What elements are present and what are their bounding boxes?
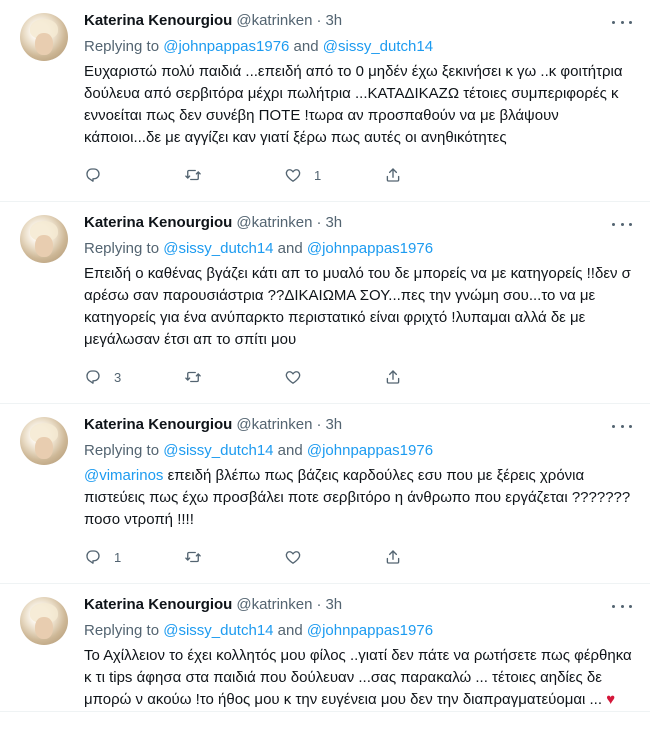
avatar[interactable] (20, 215, 68, 263)
tweet-time[interactable]: 3h (325, 596, 343, 613)
replying-to-label: Replying to (84, 240, 164, 257)
author-handle[interactable]: @katrinken (236, 596, 313, 613)
author-handle[interactable]: @katrinken (236, 12, 313, 29)
author-name[interactable]: Katerina Kenourgiou (84, 416, 233, 433)
tweet-actions (84, 159, 634, 191)
share-button[interactable] (384, 548, 484, 566)
replying-to (84, 441, 634, 461)
reply-button[interactable] (84, 166, 184, 184)
separator-dot: · (316, 596, 322, 613)
retweet-icon (184, 166, 202, 184)
tweet-header (84, 596, 634, 618)
retweet-button[interactable] (184, 368, 284, 386)
retweet-button[interactable] (184, 548, 284, 566)
replying-and: and (273, 240, 307, 257)
replying-and: and (273, 442, 307, 459)
tweet[interactable] (0, 0, 650, 202)
author-handle[interactable]: @katrinken (236, 214, 313, 231)
more-icon[interactable] (612, 214, 632, 234)
share-icon (384, 166, 402, 184)
tweet[interactable] (0, 202, 650, 404)
replying-to (84, 239, 634, 259)
tweet-actions (84, 541, 634, 573)
author-name[interactable]: Katerina Kenourgiou (84, 596, 233, 613)
tweet-text-body: Το Αχίλλειον το έχει κολλητός μου φίλος ..γιατί δεν πάτε να ρωτήσετε πως φέρθηκα κ τι tips άφησα στα παιδιά που δούλευαν ...σας παρακαλώ ... τέτοιες αηδίες δε μπορώ ν ακούω !το ήθος μου κ την ευγένεια μου δεν την διαπραγματεύομαι ... (84, 647, 636, 708)
like-button[interactable] (284, 368, 384, 386)
like-button[interactable] (284, 166, 384, 184)
reply-count: 1 (114, 549, 122, 565)
separator-dot: · (316, 214, 322, 231)
tweet-time[interactable]: 3h (325, 12, 343, 29)
reply-icon (84, 548, 102, 566)
reply-button[interactable] (84, 368, 184, 386)
author-name[interactable]: Katerina Kenourgiou (84, 12, 233, 29)
heart-emoji-icon: ♥ (606, 691, 616, 708)
more-icon[interactable] (612, 12, 632, 32)
tweet-text: Επειδή ο καθένας βγάζει κάτι απ το μυαλό του δε μπορείς να με κατηγορείς !!δεν σ αρέσω σαν παρουσιάστρια ??ΔΙΚΑΙΩΜΑ ΣΟΥ...πες την γνώμη σου...το να με κατηγορείς για ένα ανύπαρκτο περιστατικό είναι φριχτό !λυπαμαι αλλά δε με μεγάλωσαν έτσι απ το σπίτι μου (84, 265, 636, 348)
tweet-text (84, 465, 634, 531)
like-icon (284, 166, 302, 184)
reply-count: 3 (114, 369, 122, 385)
tweet-header (84, 416, 634, 438)
retweet-icon (184, 368, 202, 386)
mention-link[interactable]: @johnpappas1976 (306, 622, 434, 639)
tweet-text (84, 645, 634, 711)
like-icon (284, 368, 302, 386)
mention-link[interactable]: @sissy_dutch14 (322, 38, 434, 55)
separator-dot: · (316, 416, 322, 433)
author-name[interactable]: Katerina Kenourgiou (84, 214, 233, 231)
replying-and: and (273, 622, 307, 639)
mention-link[interactable]: @vimarinos (84, 467, 164, 484)
avatar[interactable] (20, 13, 68, 61)
mention-link[interactable]: @sissy_dutch14 (163, 240, 274, 257)
tweet-text-body: επειδή βλέπω πως βάζεις καρδούλες εσυ που με ξέρεις χρόνια πιστεύεις πως έχω προσβάλει ποτε σερβιτόρο η άνθρωπο που εργάζεται ???????ποσο ντροπή !!!! (84, 467, 631, 528)
replying-to-label: Replying to (84, 38, 164, 55)
mention-link[interactable]: @johnpappas1976 (163, 38, 290, 55)
share-icon (384, 548, 402, 566)
replying-to (84, 621, 634, 641)
share-button[interactable] (384, 368, 484, 386)
tweet[interactable] (0, 584, 650, 712)
tweet-header (84, 12, 634, 34)
tweet-text: Ευχαριστώ πολύ παιδιά ...επειδή από το 0 μηδέν έχω ξεκινήσει κ γω ..κ φοιτήτρια δούλευα από σερβιτόρα μέχρι πωλήτρια ...ΚΑΤΑΔΙΚΑΖΩ τέτοιες συμπεριφορές κ εννοείται πως δεν συνέβη ΠΟΤΕ !τωρα αν προσπαθούν να με βλάψουν κάποιοι...δε με αγγίζει καν γιατί ξέρω πως αυτές οι ανηθικότητες (84, 63, 627, 146)
tweet-actions (84, 361, 634, 393)
separator-dot: · (316, 12, 322, 29)
more-icon[interactable] (612, 416, 632, 436)
mention-link[interactable]: @sissy_dutch14 (163, 442, 274, 459)
replying-and: and (289, 38, 323, 55)
tweet-time[interactable]: 3h (325, 416, 343, 433)
retweet-icon (184, 548, 202, 566)
like-count: 1 (314, 167, 322, 183)
mention-link[interactable]: @johnpappas1976 (306, 442, 434, 459)
avatar[interactable] (20, 417, 68, 465)
tweet-time[interactable]: 3h (325, 214, 343, 231)
retweet-button[interactable] (184, 166, 284, 184)
replying-to-label: Replying to (84, 622, 164, 639)
mention-link[interactable]: @sissy_dutch14 (163, 622, 274, 639)
reply-icon (84, 166, 102, 184)
replying-to (84, 37, 634, 57)
like-button[interactable] (284, 548, 384, 566)
tweet-header (84, 214, 634, 236)
share-button[interactable] (384, 166, 484, 184)
author-handle[interactable]: @katrinken (236, 416, 313, 433)
avatar[interactable] (20, 597, 68, 645)
tweet[interactable] (0, 404, 650, 584)
more-icon[interactable] (612, 596, 632, 616)
mention-link[interactable]: @johnpappas1976 (306, 240, 434, 257)
reply-button[interactable] (84, 548, 184, 566)
replying-to-label: Replying to (84, 442, 164, 459)
like-icon (284, 548, 302, 566)
share-icon (384, 368, 402, 386)
reply-icon (84, 368, 102, 386)
